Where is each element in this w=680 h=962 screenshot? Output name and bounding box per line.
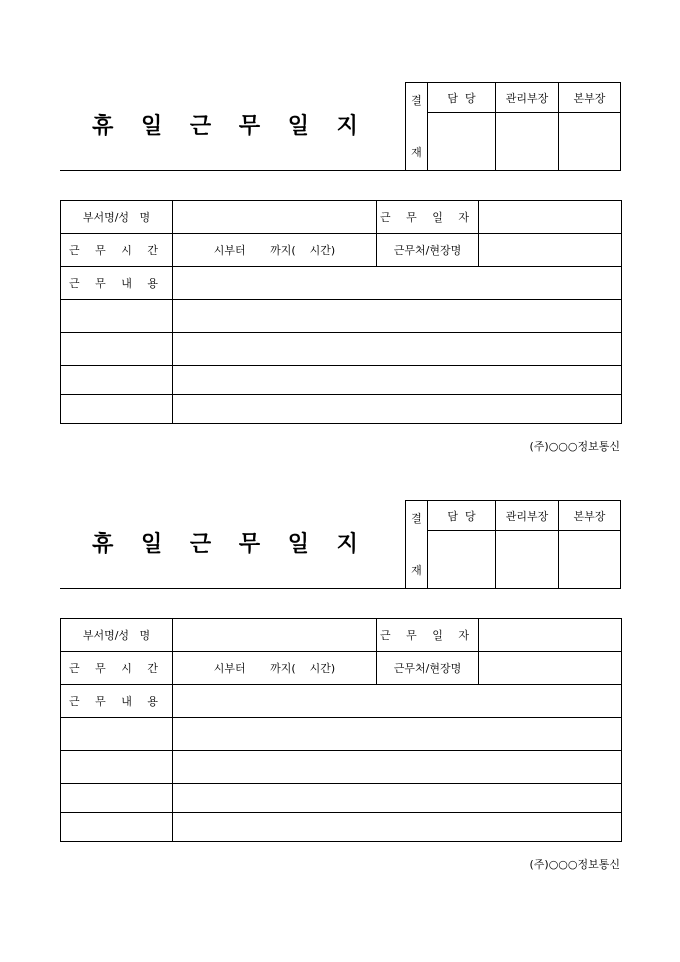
- form-title: 휴 일 근 무 일 지: [92, 531, 368, 557]
- title-underline: [60, 588, 406, 589]
- blank-label-cell: [61, 751, 173, 784]
- work-content-line[interactable]: [173, 333, 622, 366]
- work-content-line[interactable]: [173, 366, 622, 395]
- work-site-label: 근무처/현장명: [377, 234, 479, 267]
- approval-header-admin-manager: 관리부장: [496, 501, 559, 531]
- work-content-label: 근 무 내 용: [61, 267, 173, 300]
- approval-sign-division-head[interactable]: [559, 113, 621, 171]
- approval-header-division-head: 본부장: [559, 501, 621, 531]
- work-log-form-2: [0, 418, 680, 871]
- company-name: (주)○○○정보통신: [529, 858, 620, 871]
- work-log-table: [60, 618, 622, 842]
- work-date-label: 근 무 일 자: [377, 619, 479, 652]
- work-log-form-1: [0, 0, 680, 453]
- blank-label-cell: [61, 813, 173, 842]
- approval-header-staff: 담 당: [428, 83, 496, 113]
- work-site-field[interactable]: [479, 652, 622, 685]
- approval-sign-division-head[interactable]: [559, 531, 621, 589]
- work-content-field[interactable]: [173, 267, 622, 300]
- blank-label-cell: [61, 300, 173, 333]
- approval-label-top: 결: [411, 93, 422, 107]
- work-site-field[interactable]: [479, 234, 622, 267]
- work-content-line[interactable]: [173, 751, 622, 784]
- work-time-field[interactable]: 시부터 까지( 시간): [173, 652, 377, 685]
- work-content-field[interactable]: [173, 685, 622, 718]
- approval-side-label: [406, 501, 428, 589]
- company-name: (주)○○○정보통신: [529, 440, 620, 453]
- blank-label-cell: [61, 718, 173, 751]
- approval-sign-staff[interactable]: [428, 113, 496, 171]
- approval-side-label: [406, 83, 428, 171]
- approval-sign-staff[interactable]: [428, 531, 496, 589]
- work-date-field[interactable]: [479, 619, 622, 652]
- dept-name-label: 부서명/성 명: [61, 201, 173, 234]
- title-underline: [60, 170, 406, 171]
- approval-sign-admin-manager[interactable]: [496, 531, 559, 589]
- blank-label-cell: [61, 784, 173, 813]
- approval-label-bottom: 재: [411, 563, 422, 577]
- work-site-label: 근무처/현장명: [377, 652, 479, 685]
- dept-name-field[interactable]: [173, 201, 377, 234]
- work-content-line[interactable]: [173, 718, 622, 751]
- approval-box: [405, 500, 621, 589]
- blank-label-cell: [61, 333, 173, 366]
- work-time-field[interactable]: 시부터 까지( 시간): [173, 234, 377, 267]
- work-date-field[interactable]: [479, 201, 622, 234]
- blank-label-cell: [61, 366, 173, 395]
- work-content-line[interactable]: [173, 784, 622, 813]
- work-time-label: 근 무 시 간: [61, 234, 173, 267]
- approval-sign-admin-manager[interactable]: [496, 113, 559, 171]
- approval-box: [405, 82, 621, 171]
- approval-header-admin-manager: 관리부장: [496, 83, 559, 113]
- work-log-table: [60, 200, 622, 424]
- approval-label-bottom: 재: [411, 145, 422, 159]
- approval-header-division-head: 본부장: [559, 83, 621, 113]
- work-content-line[interactable]: [173, 813, 622, 842]
- work-date-label: 근 무 일 자: [377, 201, 479, 234]
- form-title: 휴 일 근 무 일 지: [92, 113, 368, 139]
- approval-header-staff: 담 당: [428, 501, 496, 531]
- dept-name-field[interactable]: [173, 619, 377, 652]
- work-content-label: 근 무 내 용: [61, 685, 173, 718]
- dept-name-label: 부서명/성 명: [61, 619, 173, 652]
- approval-label-top: 결: [411, 511, 422, 525]
- work-content-line[interactable]: [173, 300, 622, 333]
- work-time-label: 근 무 시 간: [61, 652, 173, 685]
